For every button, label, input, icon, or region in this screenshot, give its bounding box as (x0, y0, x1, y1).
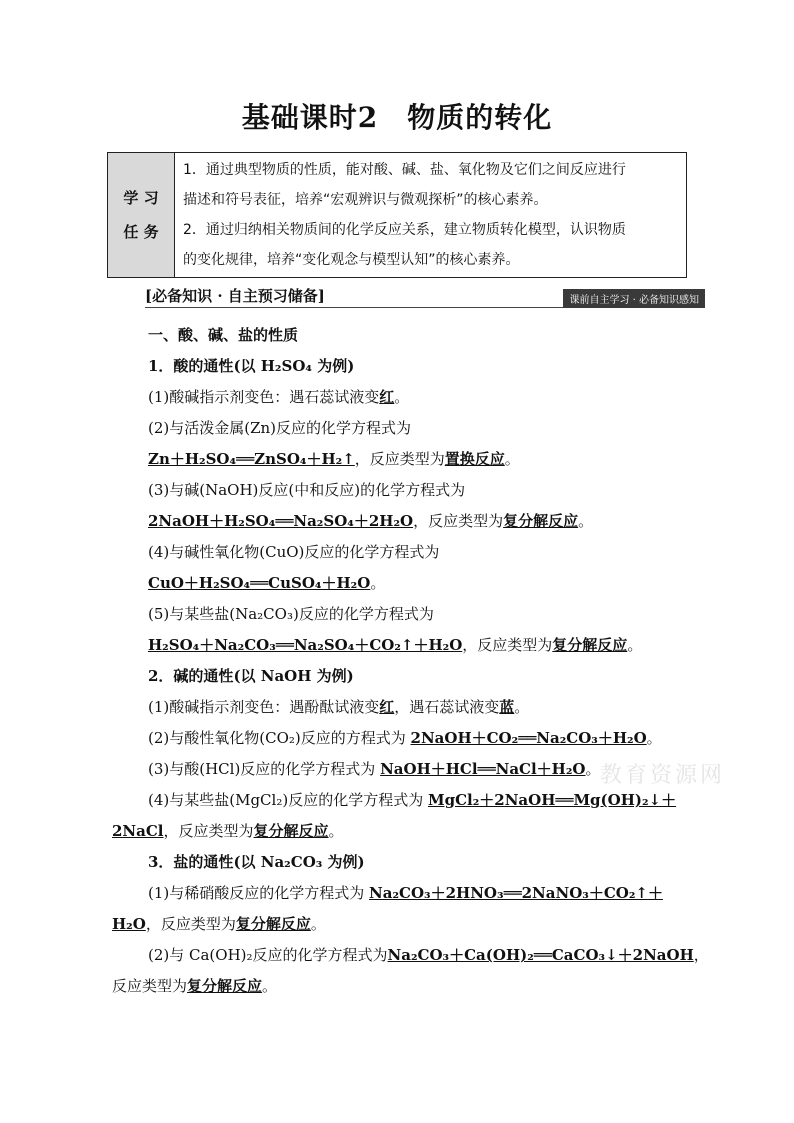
task-label-line-1: 学 习 (123, 189, 159, 207)
salt-item-1-cont: H₂O，反应类型为复分解反应。 (112, 915, 326, 933)
acid-item-4-answer: CuO＋H₂SO₄══CuSO₄＋H₂O。 (148, 574, 386, 592)
salt-heading: 3．盐的通性(以 Na₂CO₃ 为例) (148, 853, 365, 871)
base-item-4-cont: 2NaCl，反应类型为复分解反应。 (112, 822, 344, 840)
task-label (108, 153, 175, 277)
section-tag: 课前自主学习 · 必备知识感知 (563, 289, 705, 308)
base-item-2: (2)与酸性氧化物(CO₂)反应的方程式为 2NaOH＋CO₂══Na₂CO₃＋H₂O。 (148, 729, 662, 747)
watermark: 教育资源网 (600, 763, 726, 788)
task-line: 描述和符号表征，培养“宏观辨识与微观探析”的核心素养。 (183, 192, 548, 208)
acid-item-5-answer: H₂SO₄＋Na₂CO₃══Na₂SO₄＋CO₂↑＋H₂O，反应类型为复分解反应。 (148, 636, 643, 654)
task-content (175, 153, 686, 277)
learning-task-box (107, 152, 687, 278)
task-line: 1．通过典型物质的性质，能对酸、碱、盐、氧化物及它们之间反应进行 (183, 162, 626, 178)
acid-item-2: (2)与活泼金属(Zn)反应的化学方程式为 (148, 419, 412, 437)
salt-item-2: (2)与 Ca(OH)₂反应的化学方程式为Na₂CO₃＋Ca(OH)₂══CaCO₃↓＋2NaOH， (148, 946, 709, 964)
acid-item-2-answer: Zn＋H₂SO₄══ZnSO₄＋H₂↑，反应类型为置换反应。 (148, 450, 520, 468)
acid-item-3-answer: 2NaOH＋H₂SO₄══Na₂SO₄＋2H₂O，反应类型为复分解反应。 (148, 512, 594, 530)
base-item-1: (1)酸碱指示剂变色：遇酚酞试液变红，遇石蕊试液变蓝。 (148, 698, 530, 716)
section-header (145, 285, 705, 308)
acid-item-4: (4)与碱性氧化物(CuO)反应的化学方程式为 (148, 543, 440, 561)
acid-item-3: (3)与碱(NaOH)反应(中和反应)的化学方程式为 (148, 481, 466, 499)
section-title: [必备知识 · 自主预习储备] (145, 287, 325, 305)
page-title: 基础课时2 物质的转化 (241, 101, 553, 134)
base-heading: 2．碱的通性(以 NaOH 为例) (148, 667, 354, 685)
task-line: 2．通过归纳相关物质间的化学反应关系，建立物质转化模型，认识物质 (183, 222, 626, 238)
heading-acid-base-salt: 一、酸、碱、盐的性质 (148, 326, 299, 344)
salt-item-2-cont: 反应类型为复分解反应。 (112, 977, 278, 995)
task-label-line-2: 任 务 (123, 223, 159, 241)
acid-item-1: (1)酸碱指示剂变色：遇石蕊试液变红。 (148, 388, 410, 406)
acid-item-5: (5)与某些盐(Na₂CO₃)反应的化学方程式为 (148, 605, 434, 623)
base-item-3: (3)与酸(HCl)反应的化学方程式为 NaOH＋HCl══NaCl＋H₂O。 (148, 760, 601, 778)
base-item-4: (4)与某些盐(MgCl₂)反应的化学方程式为 MgCl₂＋2NaOH══Mg(OH)₂↓＋ (148, 791, 677, 809)
salt-item-1: (1)与稀硝酸反应的化学方程式为 Na₂CO₃＋2HNO₃══2NaNO₃＋CO₂↑＋ (148, 884, 663, 902)
task-line: 的变化规律，培养“变化观念与模型认知”的核心素养。 (183, 252, 520, 268)
acid-heading: 1．酸的通性(以 H₂SO₄ 为例) (148, 357, 355, 375)
